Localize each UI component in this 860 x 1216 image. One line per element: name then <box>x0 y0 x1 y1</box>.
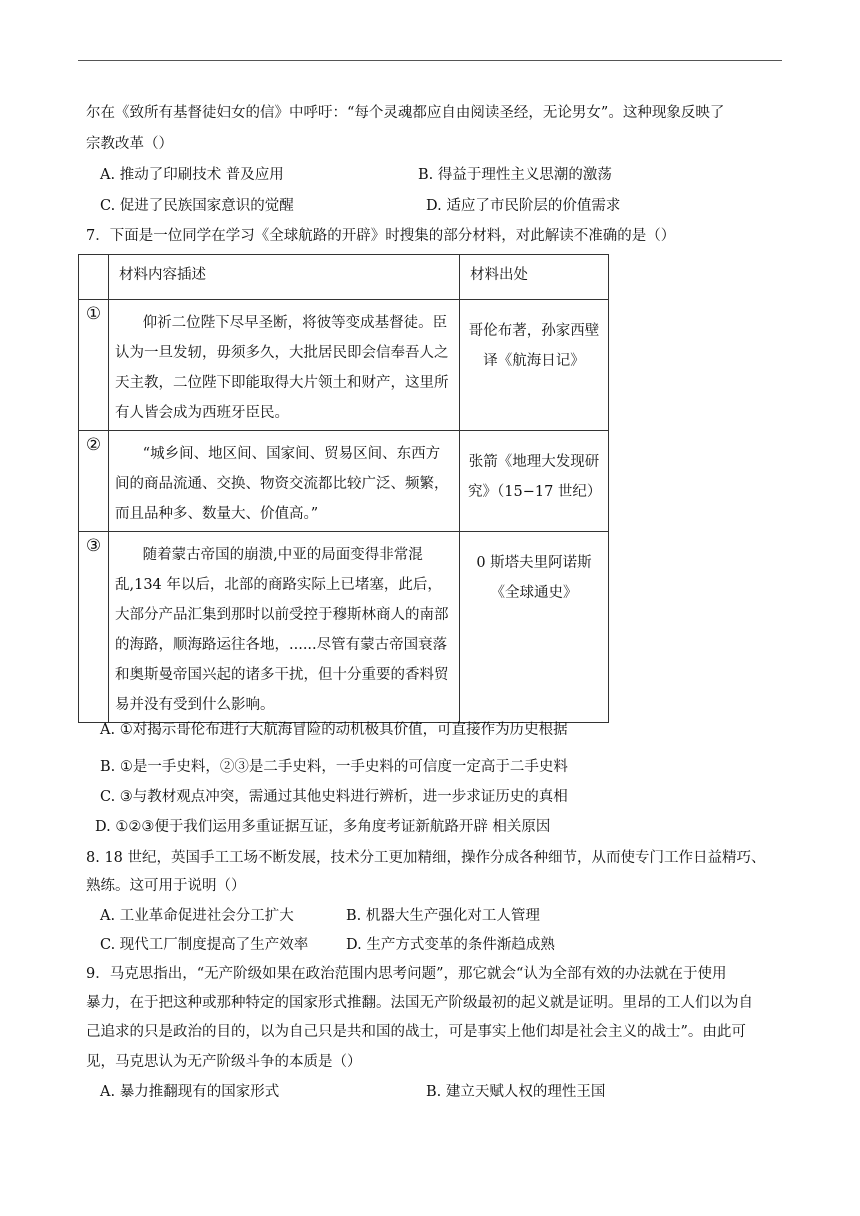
q6-option-c: C. 促进了民族国家意识的觉醒 <box>100 198 294 214</box>
material-row <box>79 300 609 431</box>
q7-option-b: B. ①是一手史料，②③是二手史料，一手史料的可信度一定高于二手史料 <box>100 759 568 775</box>
row-content: “城乡间、地区间、国家间、贸易区间、东西方间的商品流通、交换、物资交流都比较广泛、频繁，而且品种多、数量大、价值高。” <box>115 446 449 522</box>
row-content: 随着蒙古帝国的崩溃,中亚的局面变得非常混乱,134 年以后，北部的商路实际上已堵塞，此后，大部分产品汇集到那时以前受控于穆斯林商人的南部的海路，顺海路运往各地，......尽管有蒙古帝国衰落和奥斯曼帝国兴起的诸多干扰，但十分重要的香料贸易并没有受到什么影响。 <box>115 547 449 713</box>
row-source: 张箭《地理大发现研究》（15−17 世纪） <box>468 454 602 500</box>
q9-stem-line-1: 9．马克思指出，“无产阶级如果在政治范围内思考问题”，那它就会“认为全部有效的办法就在于使用 <box>86 966 727 982</box>
header-num-cell <box>79 255 109 300</box>
q9-stem-line-3: 己追求的只是政治的目的，以为自己只是共和国的战士，可是事实上他们却是社会主义的战士”。由此可 <box>86 1024 746 1040</box>
material-row <box>79 532 609 723</box>
q6-option-b: B. 得益于理性主义思潮的激荡 <box>418 167 612 183</box>
header-content-label: 材料内容插述 <box>119 267 206 283</box>
q9-option-a: A. 暴力推翻现有的国家形式 <box>100 1084 280 1100</box>
row-source-cell <box>460 431 609 532</box>
row-number: ③ <box>79 532 109 723</box>
q6-stem-line-2: 宗教改革（） <box>86 136 173 152</box>
q6-option-a: A. 推动了印刷技术 普及应用 <box>100 167 284 183</box>
row-number: ① <box>79 300 109 431</box>
row-source: 0 斯塔夫里阿诺斯《全球通史》 <box>476 555 592 601</box>
row-content-cell <box>109 431 460 532</box>
q9-stem-line-2: 暴力，在于把这种或那种特定的国家形式推翻。法国无产阶级最初的起义就是证明。里昂的工人们以为自 <box>86 995 753 1011</box>
row-number: ② <box>79 431 109 532</box>
row-content-cell <box>109 300 460 431</box>
row-content: 仰祈二位陛下尽早圣断，将彼等变成基督徒。臣认为一旦发轫，毋须多久，大批居民即会信奉吾人之天主教，二位陛下即能取得大片领土和财产，这里所有人皆会成为西班牙臣民。 <box>115 315 449 421</box>
q9-option-b: B. 建立天赋人权的理性王国 <box>426 1084 606 1100</box>
q6-option-d: D. 适应了市民阶层的价值需求 <box>426 198 621 214</box>
q8-option-d: D. 生产方式变革的条件渐趋成熟 <box>346 937 555 953</box>
q8-option-a: A. 工业革命促进社会分工扩大 <box>100 908 294 924</box>
row-source: 哥伦布著，孙家西壁译《航海日记》 <box>468 323 600 369</box>
q7-option-d: D. ①②③便于我们运用多重证据互证，多角度考证新航路开辟 相关原因 <box>95 819 551 835</box>
material-table-header <box>79 255 609 300</box>
material-table <box>78 254 609 723</box>
material-row <box>79 431 609 532</box>
q8-option-b: B. 机器大生产强化对工人管理 <box>346 908 540 924</box>
header-rule <box>78 60 782 61</box>
q6-stem-line-1: 尔在《致所有基督徒妇女的信》中呼吁：“每个灵魂都应自由阅读圣经，无论男女”。这种现象反映了 <box>86 105 725 121</box>
header-source-label: 材料出处 <box>470 267 528 283</box>
q7-stem: 7．下面是一位同学在学习《全球航路的开辟》时搜集的部分材料，对此解读不准确的是（） <box>86 228 676 244</box>
q7-option-c: C. ③与教材观点冲突，需通过其他史料进行辨析，进一步求证历史的真相 <box>100 789 568 805</box>
row-source-cell <box>460 532 609 723</box>
row-content-cell <box>109 532 460 723</box>
row-source-cell <box>460 300 609 431</box>
q8-option-c: C. 现代工厂制度提高了生产效率 <box>100 937 309 953</box>
q9-stem-line-4: 见，马克思认为无产阶级斗争的本质是（） <box>86 1054 362 1070</box>
q8-stem-line-1: 8. 18 世纪，英国手工工场不断发展，技术分工更加精细，操作分成各种细节，从而使专门工作日益精巧、 <box>86 850 766 866</box>
q7-option-a: A. ①对揭示哥伦布进行大航海冒险的动机极具价值，可直接作为历史根据 <box>100 722 568 738</box>
q8-stem-line-2: 熟练。这可用于说明（） <box>86 878 246 894</box>
header-content-cell <box>109 255 460 300</box>
header-source-cell <box>460 255 609 300</box>
